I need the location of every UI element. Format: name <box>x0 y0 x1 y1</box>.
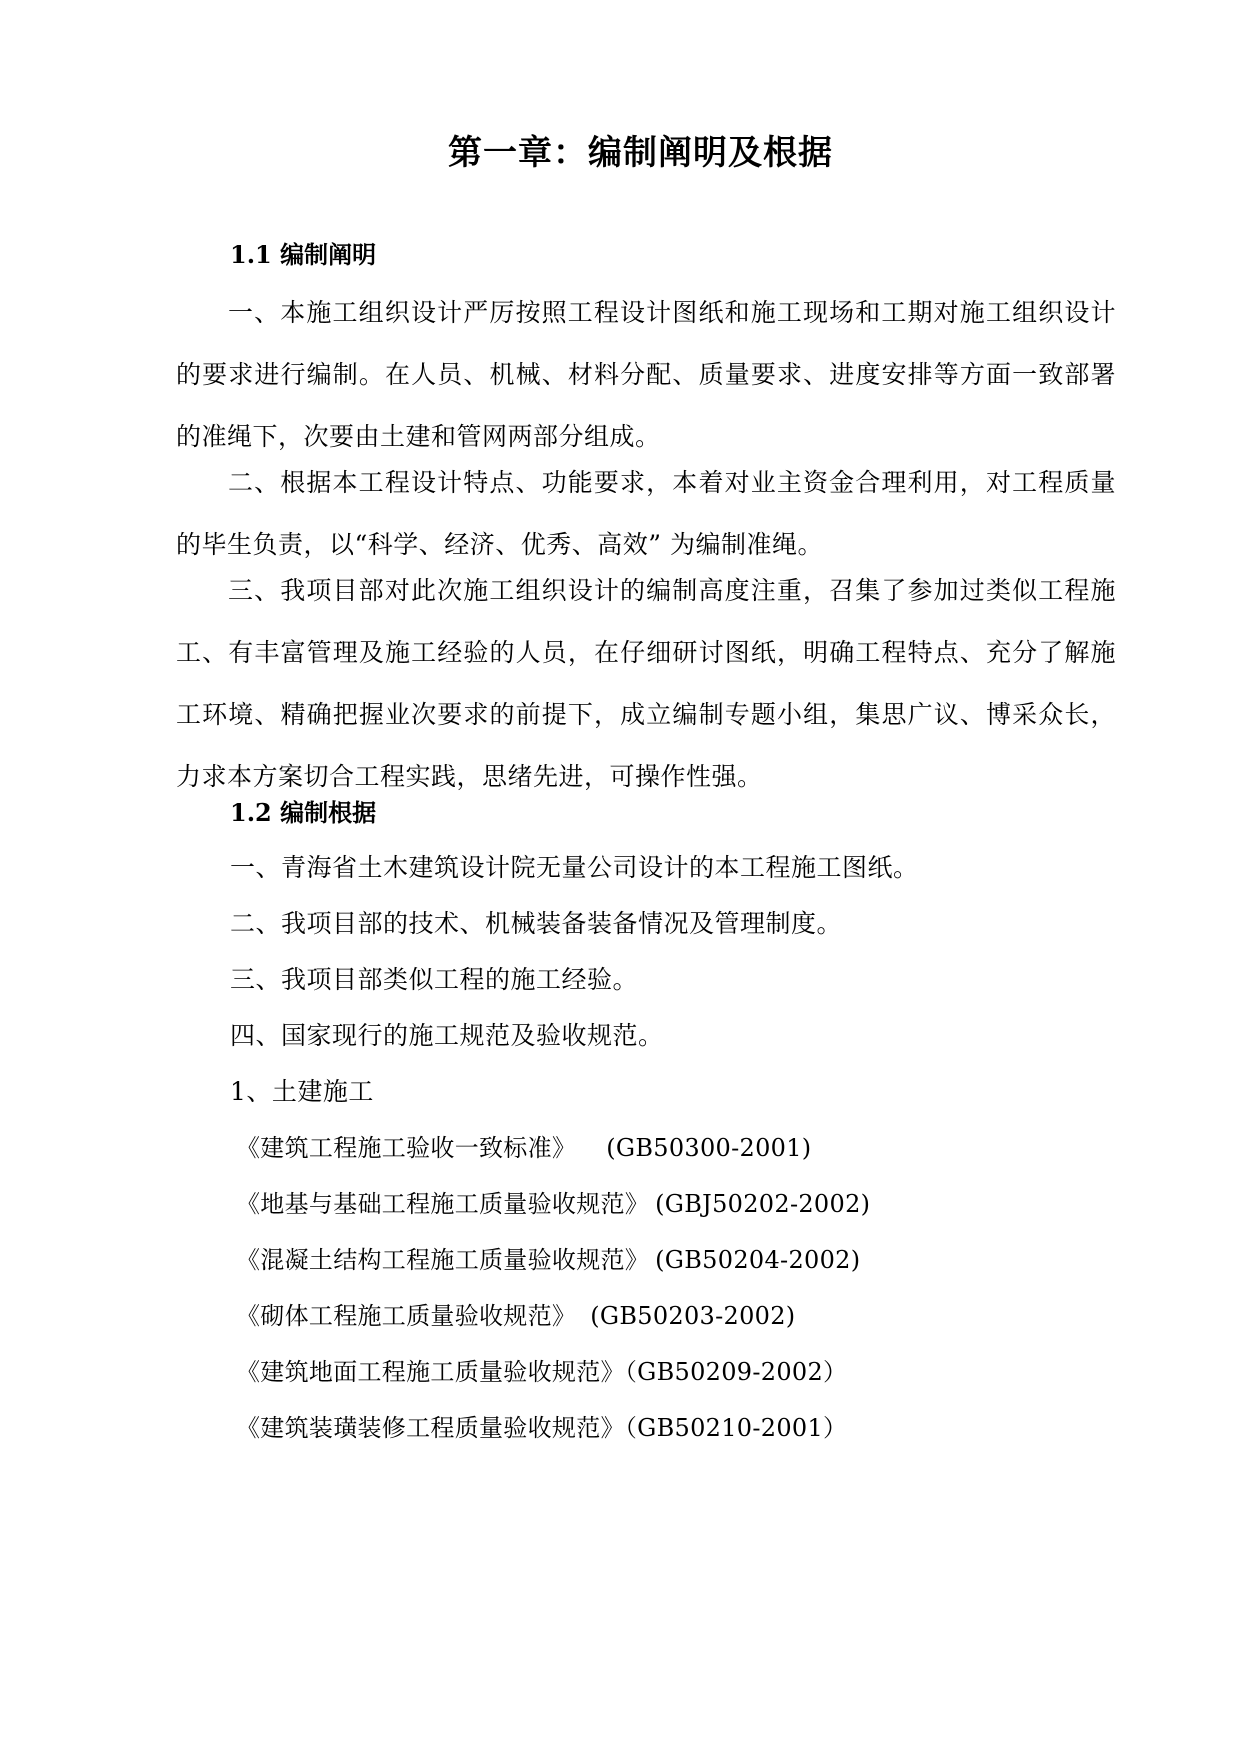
standard-entry <box>236 1298 795 1334</box>
basis-item-3: 三、我项目部类似工程的施工经验。 <box>230 965 639 994</box>
standard-entry <box>236 1354 847 1390</box>
standard-name: 《建筑地面工程施工质量验收规范》 <box>236 1358 625 1386</box>
standard-entry <box>236 1186 870 1222</box>
standard-code: (GBJ50202-2002) <box>655 1190 871 1218</box>
paragraph-1: 一、本施工组织设计严厉按照工程设计图纸和施工现场和工期对施工组织设计的要求进行编制。在人员、机械、材料分配、质量要求、进度安排等方面一致部署的准绳下，次要由土建和管网两部分组成。 <box>176 298 1116 451</box>
paragraph-2: 二、根据本工程设计特点、功能要求，本着对业主资金合理利用，对工程质量的毕生负责，以“科学、经济、优秀、高效” 为编制准绳。 <box>176 468 1116 559</box>
standard-code: (GB50300-2001) <box>606 1134 812 1162</box>
basis-item-2: 二、我项目部的技术、机械装备装备情况及管理制度。 <box>230 909 843 938</box>
standard-name: 《建筑装璜装修工程质量验收规范》 <box>236 1414 625 1442</box>
standard-name: 《混凝土结构工程施工质量验收规范》 <box>236 1246 650 1274</box>
standard-code: (GB50204-2002) <box>655 1246 861 1274</box>
section-heading-1-2: 1.2 编制根据 <box>230 798 377 827</box>
standard-name: 《地基与基础工程施工质量验收规范》 <box>236 1190 650 1218</box>
standard-name: 《砌体工程施工质量验收规范》 <box>236 1302 577 1330</box>
standard-name: 《建筑工程施工验收一致标准》 <box>236 1134 577 1162</box>
chapter-title: 第一章：编制阐明及根据 <box>448 133 833 173</box>
standard-code: (GB50203-2002) <box>590 1302 796 1330</box>
paragraph-3: 三、我项目部对此次施工组织设计的编制高度注重，召集了参加过类似工程施工、有丰富管理及施工经验的人员，在仔细研讨图纸，明确工程特点、充分了解施工环境、精确把握业次要求的前提下，成立编制专题小组，集思广议、博采众长，力求本方案切合工程实践，思绪先进，可操作性强。 <box>176 576 1116 791</box>
standard-code: （GB50209-2002） <box>624 1358 848 1386</box>
subsection-civil-construction: 1、土建施工 <box>230 1077 374 1106</box>
section-heading-1-1: 1.1 编制阐明 <box>230 240 377 269</box>
standard-entry <box>236 1410 847 1446</box>
standard-entry <box>236 1242 860 1278</box>
standard-code: （GB50210-2001） <box>624 1414 848 1442</box>
basis-item-1: 一、青海省土木建筑设计院无量公司设计的本工程施工图纸。 <box>230 853 919 882</box>
basis-item-4: 四、国家现行的施工规范及验收规范。 <box>230 1021 664 1050</box>
standard-entry <box>236 1130 811 1166</box>
